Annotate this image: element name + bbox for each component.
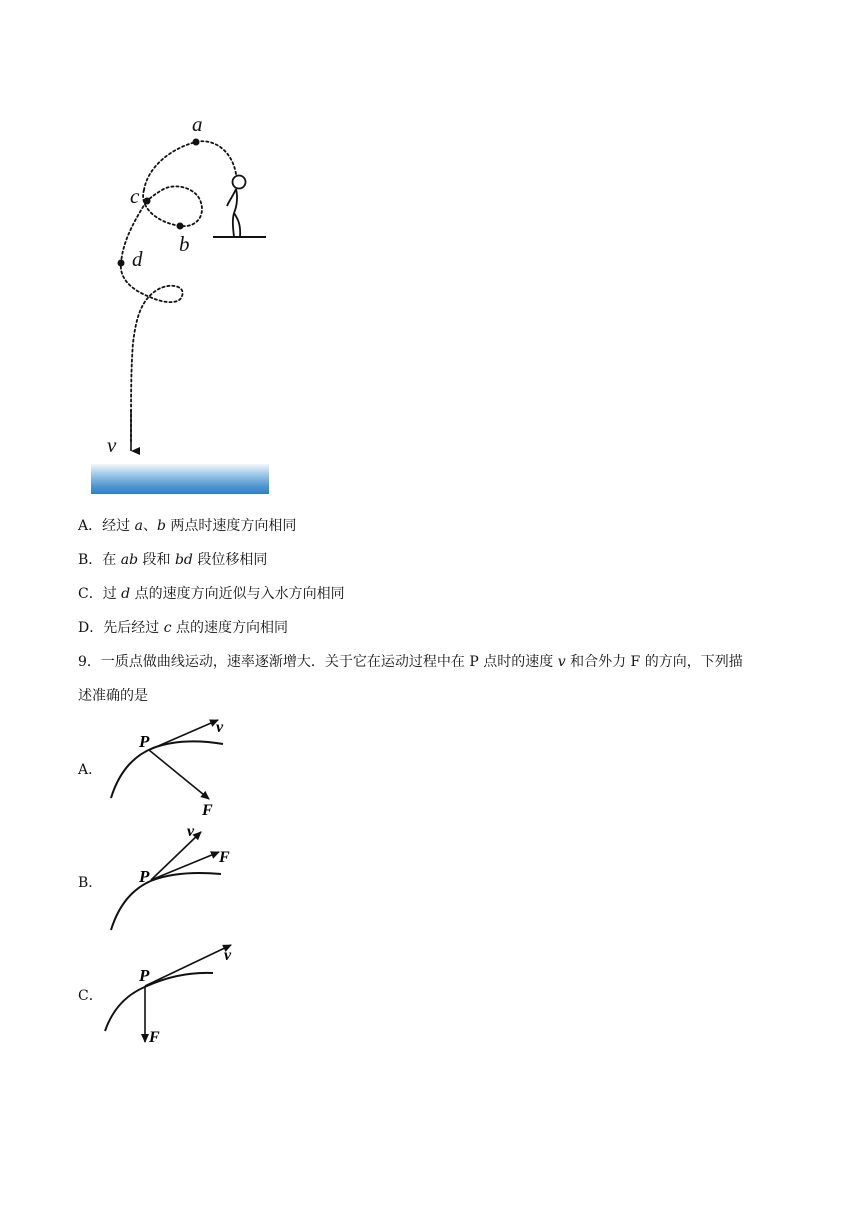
point-a-dot [193, 139, 200, 146]
q8-option-b [78, 550, 267, 570]
q9-option-a-letter: A． [78, 762, 103, 778]
option-text: 两点时速度方向相同 [165, 518, 297, 534]
option-var: ab [120, 552, 139, 568]
curve-path [111, 741, 223, 798]
question-number: 9． [78, 654, 101, 670]
label-d: d [132, 247, 143, 271]
force-arrow [151, 852, 219, 880]
q9-option-a-figure [95, 712, 245, 822]
label-f: F [149, 1029, 160, 1046]
option-letter: D． [78, 620, 104, 636]
label-p: P [139, 732, 150, 751]
label-v: v [107, 433, 117, 457]
label-a: a [192, 112, 203, 136]
option-var: c [163, 620, 172, 636]
stem-text: 述准确的是 [78, 688, 148, 704]
diver-icon [227, 176, 246, 238]
label-v: v [224, 947, 232, 964]
stem-text: 和合外力 F 的方向，下列描 [565, 654, 743, 670]
q8-option-c [78, 584, 345, 604]
option-text: 点的速度方向相同 [171, 620, 288, 636]
label-v: v [216, 719, 224, 736]
option-letter: C． [78, 586, 103, 602]
label-b: b [179, 232, 190, 256]
option-text: 经过 [102, 518, 135, 534]
label-p: P [139, 966, 150, 985]
stem-text: 一质点做曲线运动，速率逐渐增大．关于它在运动过程中在 P 点时的速度 [100, 654, 558, 670]
option-var: b [156, 518, 166, 534]
q9-option-b-figure [95, 822, 245, 934]
velocity-arrow [149, 720, 218, 750]
q9-option-c-figure [95, 938, 245, 1048]
curve-path [111, 873, 221, 930]
velocity-arrow [145, 945, 231, 986]
option-text: 段和 [138, 552, 175, 568]
option-var: a [134, 518, 143, 534]
force-arrow [149, 750, 209, 799]
label-f: F [219, 849, 230, 866]
option-text: 段位移相同 [192, 552, 268, 568]
label-p: P [139, 867, 150, 886]
point-d-dot [118, 260, 125, 267]
q9-stem-line2 [78, 686, 148, 706]
option-var: d [121, 586, 131, 602]
option-letter: A． [78, 518, 103, 534]
q9-option-c-letter: C． [78, 988, 103, 1004]
water-surface [91, 464, 269, 494]
point-c-dot [144, 198, 151, 205]
option-text: 在 [102, 552, 121, 568]
label-f: F [202, 802, 213, 819]
q9-stem-line1 [78, 652, 743, 672]
label-v: v [187, 823, 195, 840]
curve-path [105, 973, 213, 1031]
option-var: bd [174, 552, 193, 568]
option-letter: B． [78, 552, 103, 568]
label-c: c [130, 184, 140, 208]
option-text: 先后经过 [103, 620, 164, 636]
q8-option-d [78, 618, 288, 638]
option-text: 、 [142, 518, 157, 534]
q8-option-a [78, 516, 296, 536]
stem-var-v: v [557, 654, 566, 670]
diver-trajectory-figure [0, 0, 300, 470]
point-b-dot [177, 223, 184, 230]
option-text: 点的速度方向近似与入水方向相同 [130, 586, 345, 602]
q9-option-b-letter: B． [78, 875, 103, 891]
option-text: 过 [102, 586, 122, 602]
